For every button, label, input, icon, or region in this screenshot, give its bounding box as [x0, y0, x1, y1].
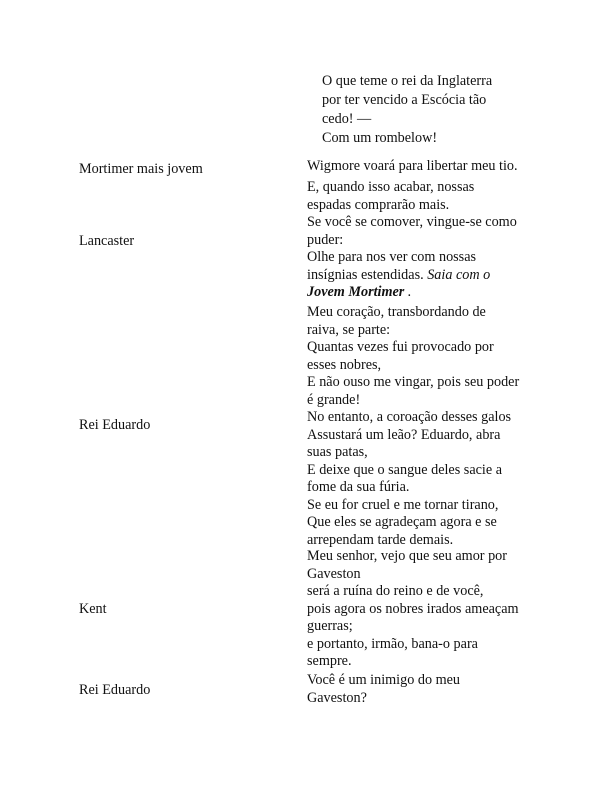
dialogue-line: arrependam tarde demais.	[307, 531, 454, 548]
dialogue-line: Quantas vezes fui provocado por	[307, 339, 494, 355]
dialogue-lines	[307, 158, 539, 176]
speaker-name: Rei Eduardo	[79, 417, 151, 433]
speaker-name: Rei Eduardo	[79, 682, 151, 698]
dialogue-line: Você é um inimigo do meu	[307, 672, 461, 688]
dialogue-line: esses nobres,	[307, 356, 382, 373]
dialogue-lines	[307, 672, 539, 707]
dialogue-line: Gaveston	[307, 565, 361, 582]
dialogue-line: E não ouso me vingar, pois seu poder	[307, 374, 520, 390]
intro-line: Com um rombelow!	[322, 130, 438, 146]
dialogue-line: Wigmore voará para libertar meu tio.	[307, 158, 518, 174]
stage-direction: Saia com o	[427, 266, 491, 283]
dialogue-lines	[307, 179, 539, 302]
dialogue-line: puder:	[307, 231, 344, 248]
dialogue-lines	[307, 548, 539, 671]
dialogue-line: Meu coração, transbordando de	[307, 304, 486, 320]
intro-verse	[322, 72, 542, 148]
speaker-name: Kent	[79, 601, 107, 617]
intro-line: por ter vencido a Escócia tão	[322, 92, 487, 108]
dialogue-line: fome da sua fúria.	[307, 479, 410, 495]
intro-line: O que teme o rei da Inglaterra	[322, 73, 493, 89]
dialogue-line: espadas comprarão mais.	[307, 196, 450, 213]
dialogue-line: Se eu for cruel e me tornar tirano,	[307, 496, 499, 513]
dialogue-line: e portanto, irmão, bana-o para	[307, 635, 478, 652]
intro-line: cedo! —	[322, 111, 372, 127]
stage-direction-name: Jovem Mortimer	[307, 284, 405, 300]
dialogue-line: guerras;	[307, 618, 353, 634]
speaker-name: Mortimer mais jovem	[79, 161, 203, 177]
dialogue-line	[307, 267, 539, 285]
dialogue-line: será a ruína do reino e de você,	[307, 583, 484, 599]
dialogue-line: Olhe para nos ver com nossas	[307, 249, 477, 265]
dialogue-line: raiva, se parte:	[307, 321, 391, 338]
dialogue-line: E deixe que o sangue deles sacie a	[307, 461, 502, 478]
dialogue-line: E, quando isso acabar, nossas	[307, 179, 475, 195]
dialogue-line: Que eles se agradeçam agora e se	[307, 514, 497, 530]
dialogue-line	[307, 284, 539, 302]
dialogue-line: é grande!	[307, 391, 361, 408]
dialogue-line: No entanto, a coroação desses galos	[307, 409, 512, 425]
dialogue-line: Se você se comover, vingue-se como	[307, 214, 517, 230]
dialogue-line: sempre.	[307, 653, 352, 669]
dialogue-line: Meu senhor, vejo que seu amor por	[307, 548, 507, 564]
dialogue-lines	[307, 304, 539, 549]
dialogue-text: insígnias estendidas.	[307, 266, 424, 283]
dialogue-line: pois agora os nobres irados ameaçam	[307, 600, 519, 617]
dialogue-line: Assustará um leão? Eduardo, abra	[307, 426, 501, 443]
dialogue-line: Gaveston?	[307, 689, 367, 706]
dialogue-line: suas patas,	[307, 444, 368, 460]
stage-direction-end: .	[407, 284, 412, 300]
speaker-name: Lancaster	[79, 233, 135, 249]
